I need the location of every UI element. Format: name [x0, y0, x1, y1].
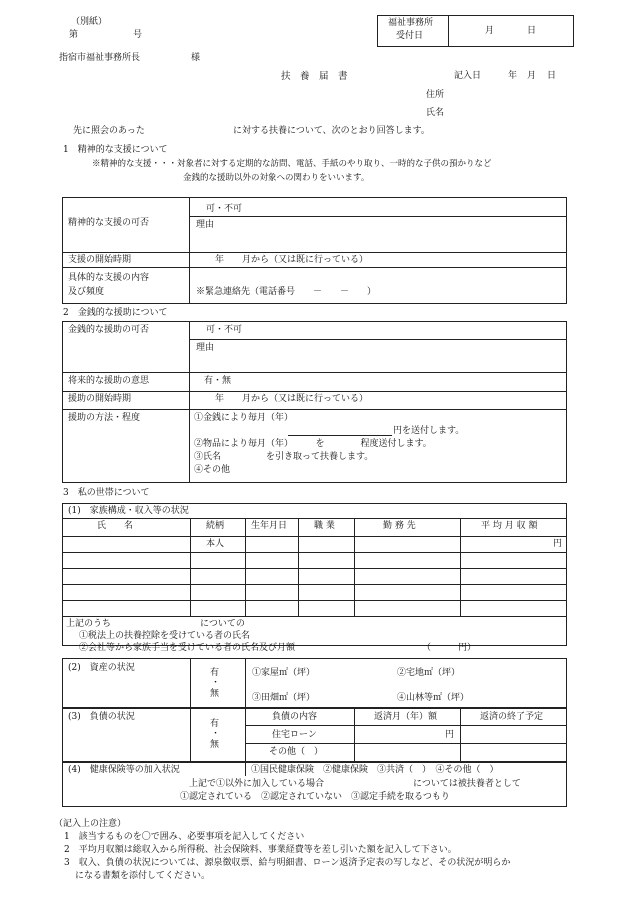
method-goods[interactable]: ②物品により毎月（年） を 程度送付します。: [194, 439, 432, 449]
col-relation: 続柄: [206, 521, 225, 531]
insurance-line2-right: については被扶養者として: [413, 779, 521, 789]
notes-heading: （記入上の注意）: [54, 819, 127, 829]
assets-has[interactable]: 有: [210, 668, 220, 678]
entry-day: 日: [547, 71, 557, 81]
entry-year: 年: [508, 71, 518, 81]
insurance-status-options[interactable]: ①認定されている ②認定されていない ③認定手続を取るつもり: [180, 792, 450, 802]
method-custody[interactable]: ③氏名 を引き取って扶養します。: [194, 452, 374, 462]
col-workplace: 勤 務 先: [383, 521, 416, 531]
financial-start-value[interactable]: 年 月から（又は既に行っている）: [215, 394, 369, 404]
financial-possibility-options[interactable]: 可・不可: [206, 325, 243, 335]
section1-note-line2: 金銭的な援助以外の対象への関わりをいいます。: [183, 173, 370, 183]
reception-day: 日: [527, 26, 537, 36]
intro-right: に対する扶養について、次のとおり回答します。: [233, 126, 430, 136]
asset-forest: ④山林等㎡（坪）: [397, 693, 470, 703]
debt-other: その他（ ）: [269, 747, 324, 757]
col-name: 氏 名: [97, 521, 134, 531]
assets-label: (2) 資産の状況: [68, 663, 135, 673]
reception-label: 福祉事務所: [388, 18, 434, 28]
insurance-label: (4) 健康保険等の加入状況: [68, 765, 180, 775]
note-3b: になる書類を添付してください。: [75, 871, 211, 881]
insurance-options[interactable]: ①国民健康保険 ②健康保険 ③共済（ ） ④その他（ ）: [251, 765, 499, 775]
entry-date-label: 記入日: [454, 71, 482, 81]
financial-start-label: 援助の開始時期: [68, 394, 132, 404]
note-2: 2 平均月収額は総収入から所得税、社会保険料、事業経費等を差し引いた額を記入して下さい。: [64, 845, 457, 855]
emergency-contact[interactable]: ※緊急連絡先（電話番号 － － ）: [196, 287, 377, 297]
addressee: 指宿市福祉事務所長: [59, 53, 141, 63]
col-income: 平 均 月 収 額: [481, 521, 538, 531]
mental-start-label: 支援の開始時期: [68, 255, 132, 265]
tax-dependent-line: ①税法上の扶養控除を受けている者の氏名: [79, 631, 251, 641]
mental-detail-label-2: 及び頻度: [68, 287, 105, 297]
name-label: 氏名: [426, 108, 445, 118]
assets-dot: ・: [211, 678, 221, 688]
address-label: 住所: [426, 90, 445, 100]
section3-heading: 3 私の世帯について: [63, 488, 150, 498]
debt-dot: ・: [211, 729, 221, 739]
income-yen: 円: [553, 539, 563, 549]
method-label: 援助の方法・程度: [68, 413, 141, 423]
insurance-line2-left: 上記で①以外に加入している場合: [189, 779, 325, 789]
family-allowance-line: ②会社等から家族手当を受けている者の氏名及び月額: [79, 643, 296, 653]
family-caption: (1) 家族構成・収入等の状況: [68, 506, 189, 516]
debt-yen: 円: [445, 730, 455, 740]
mental-start-value[interactable]: 年 月から（又は既に行っている）: [215, 255, 369, 265]
debt-label: (3) 負債の状況: [68, 712, 135, 722]
col-occupation: 職 業: [314, 521, 335, 531]
debt-housing-loan: 住宅ローン: [272, 730, 317, 740]
below-table-line1b: についての: [200, 619, 245, 629]
debt-has[interactable]: 有: [210, 719, 220, 729]
future-intent-options[interactable]: 有・無: [204, 376, 232, 386]
mental-possibility-label: 精神的な支援の可否: [68, 218, 150, 228]
debt-col-repayment: 返済月（年）額: [374, 712, 438, 722]
note-3a: 3 収入、負債の状況については、源泉徴収票、給与明細書、ローン返済予定表の写しなど、その状況が明らか: [64, 858, 511, 868]
below-table-line1: 上記のうち: [66, 619, 112, 629]
method-other[interactable]: ④その他: [194, 465, 231, 475]
assets-none[interactable]: 無: [210, 689, 220, 699]
annex-label: （別紙）: [71, 17, 108, 27]
col-birthdate: 生年月日: [251, 521, 288, 531]
reception-date-label: 受付日: [396, 31, 424, 41]
self-relation: 本人: [206, 539, 225, 549]
reception-month: 月: [485, 26, 495, 36]
note-1: 1 該当するものを〇で囲み、必要事項を記入してください: [64, 832, 305, 842]
document-title: 扶 養 届 書: [281, 71, 348, 82]
method-cash[interactable]: ①金銭により毎月（年）: [194, 413, 294, 423]
mental-reason-label: 理由: [196, 220, 215, 230]
mental-detail-label-1: 具体的な支援の内容: [68, 273, 150, 283]
debt-none[interactable]: 無: [210, 740, 220, 750]
financial-possibility-label: 金銭的な援助の可否: [68, 325, 150, 335]
financial-reason-label: 理由: [196, 343, 215, 353]
method-cash-suffix: 円を送付します。: [393, 426, 465, 436]
asset-farmland: ③田畑㎡（坪）: [252, 693, 316, 703]
intro-left: 先に照会のあった: [73, 126, 145, 136]
asset-land: ②宅地㎡（坪）: [397, 668, 461, 678]
entry-month: 月: [527, 71, 537, 81]
debt-col-end: 返済の終了予定: [480, 712, 544, 722]
document-number-prefix: 第: [69, 30, 79, 40]
section1-note-line1: ※精神的な支援・・・対象者に対する定期的な訪問、電話、手紙のやり取り、一時的な子供の預かりなど: [92, 159, 492, 169]
amount-underline: [288, 435, 392, 436]
section1-heading: 1 精神的な支援について: [63, 145, 168, 155]
asset-house: ①家屋㎡（坪）: [252, 668, 316, 678]
honorific: 様: [191, 53, 201, 63]
family-allowance-yen: （ 円）: [422, 643, 477, 653]
future-intent-label: 将来的な援助の意思: [68, 376, 150, 386]
section2-heading: 2 金銭的な援助について: [63, 308, 168, 318]
document-number-suffix: 号: [133, 30, 143, 40]
debt-col-content: 負債の内容: [272, 712, 318, 722]
mental-possibility-options[interactable]: 可・不可: [206, 204, 243, 214]
